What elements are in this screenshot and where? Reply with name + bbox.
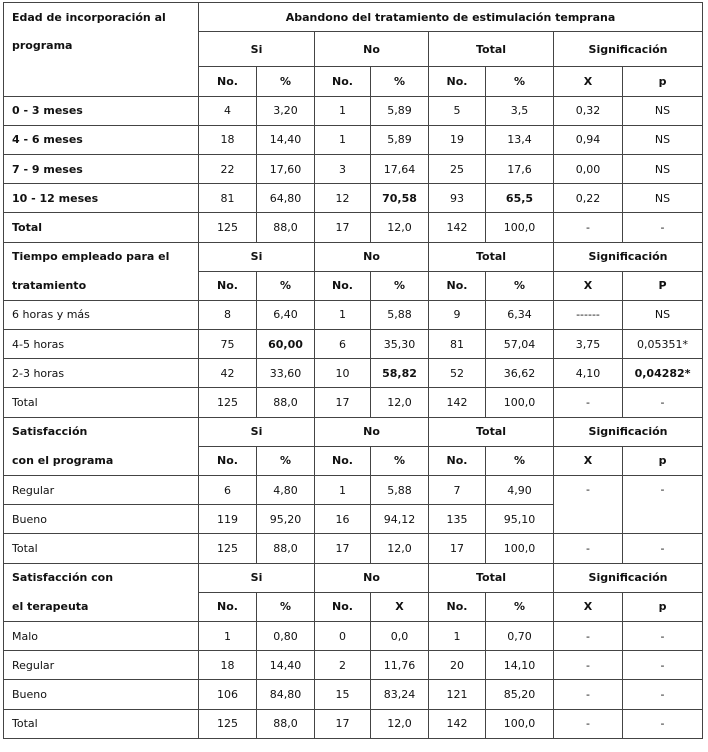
cell: -	[623, 709, 703, 738]
cell: 15	[315, 680, 371, 709]
sec4-header-row	[4, 563, 703, 592]
sec3-si-header: Si	[199, 417, 315, 446]
cell: 8	[199, 300, 257, 329]
row-label: Regular	[4, 651, 199, 680]
cell: 0,04282*	[623, 359, 703, 388]
sec3-title-line1: Satisfacción	[4, 417, 199, 446]
cell: 119	[199, 505, 257, 534]
cell: 17	[315, 213, 371, 242]
cell: 6	[199, 476, 257, 505]
cell: -	[623, 534, 703, 563]
sec2-subheader-row	[4, 271, 703, 300]
cell: 17,64	[371, 154, 429, 183]
cell: 88,0	[257, 709, 315, 738]
cell: 0	[315, 621, 371, 650]
cell: 125	[199, 388, 257, 417]
subheader-cell: X	[554, 446, 623, 475]
cell: 70,58	[371, 184, 429, 213]
cell: 0,70	[486, 621, 554, 650]
cell: 12	[315, 184, 371, 213]
cell: 0,80	[257, 621, 315, 650]
row-label: Total	[4, 534, 199, 563]
cell: 0,00	[554, 154, 623, 183]
abandono-table	[3, 2, 703, 739]
subheader-cell: No.	[315, 446, 371, 475]
subheader-cell: No.	[199, 446, 257, 475]
cell: 88,0	[257, 213, 315, 242]
subheader-cell: p	[623, 67, 703, 96]
sec3-title-line2: con el programa	[4, 446, 199, 475]
cell: -	[554, 621, 623, 650]
cell: 65,5	[486, 184, 554, 213]
cell: -	[554, 534, 623, 563]
row-label: Malo	[4, 621, 199, 650]
subheader-cell: No.	[315, 271, 371, 300]
subheader-cell: No.	[315, 592, 371, 621]
sec4-si-header: Si	[199, 563, 315, 592]
cell: 1	[199, 621, 257, 650]
table-row	[4, 300, 703, 329]
cell: 142	[429, 213, 486, 242]
cell: 2	[315, 651, 371, 680]
cell: 18	[199, 651, 257, 680]
subheader-cell: %	[257, 271, 315, 300]
subheader-cell: %	[257, 592, 315, 621]
cell: 4,10	[554, 359, 623, 388]
cell: 1	[315, 300, 371, 329]
cell: NS	[623, 96, 703, 125]
subheader-cell: X	[554, 67, 623, 96]
sec4-title-line1: Satisfacción con	[4, 563, 199, 592]
cell: -	[623, 651, 703, 680]
cell: 85,20	[486, 680, 554, 709]
cell: NS	[623, 154, 703, 183]
table-row	[4, 621, 703, 650]
subheader-cell: No.	[199, 67, 257, 96]
table-row	[4, 476, 703, 505]
sec1-no-header: No	[315, 32, 429, 67]
cell: 93	[429, 184, 486, 213]
cell: 12,0	[371, 213, 429, 242]
cell: 1	[315, 96, 371, 125]
subheader-cell: X	[371, 592, 429, 621]
row-label: 2-3 horas	[4, 359, 199, 388]
table-row	[4, 154, 703, 183]
cell: 64,80	[257, 184, 315, 213]
sec3-total-header: Total	[429, 417, 554, 446]
table-row	[4, 184, 703, 213]
table-row	[4, 125, 703, 154]
cell: 7	[429, 476, 486, 505]
table-row	[4, 213, 703, 242]
subheader-cell: %	[486, 271, 554, 300]
subheader-cell: P	[623, 271, 703, 300]
cell: 3,20	[257, 96, 315, 125]
cell: 125	[199, 213, 257, 242]
sec2-header-row	[4, 242, 703, 271]
cell: 75	[199, 330, 257, 359]
sec3-header-row	[4, 417, 703, 446]
sec4-no-header: No	[315, 563, 429, 592]
cell: 100,0	[486, 388, 554, 417]
sec1-header-row-1	[4, 3, 703, 32]
row-label: Total	[4, 388, 199, 417]
sec2-total-header: Total	[429, 242, 554, 271]
row-label: Bueno	[4, 680, 199, 709]
cell: 6,34	[486, 300, 554, 329]
table-row	[4, 388, 703, 417]
sec4-title-line2: el terapeuta	[4, 592, 199, 621]
sec3-subheader-row	[4, 446, 703, 475]
cell: 57,04	[486, 330, 554, 359]
subheader-cell: X	[554, 592, 623, 621]
cell: 95,20	[257, 505, 315, 534]
sec1-subheader-row	[4, 67, 703, 96]
cell: NS	[623, 300, 703, 329]
cell: 13,4	[486, 125, 554, 154]
row-label: Regular	[4, 476, 199, 505]
cell: 19	[429, 125, 486, 154]
sec1-total-header: Total	[429, 32, 554, 67]
cell: 60,00	[257, 330, 315, 359]
subheader-cell: %	[371, 446, 429, 475]
sec2-si-header: Si	[199, 242, 315, 271]
cell: 17,6	[486, 154, 554, 183]
cell: 0,22	[554, 184, 623, 213]
cell: 9	[429, 300, 486, 329]
subheader-cell: %	[486, 446, 554, 475]
cell: 14,10	[486, 651, 554, 680]
cell: 88,0	[257, 388, 315, 417]
sec4-total-header: Total	[429, 563, 554, 592]
cell: -	[623, 388, 703, 417]
cell: 18	[199, 125, 257, 154]
subheader-cell: No.	[429, 271, 486, 300]
cell: 121	[429, 680, 486, 709]
cell: 135	[429, 505, 486, 534]
sec1-sig-header: Significación	[554, 32, 703, 67]
sec1-title-spacer	[4, 67, 199, 96]
sec4-sig-header: Significación	[554, 563, 703, 592]
cell: 36,62	[486, 359, 554, 388]
cell: 3,5	[486, 96, 554, 125]
sec1-title-line2: programa	[4, 32, 199, 67]
table-row	[4, 330, 703, 359]
table-row	[4, 534, 703, 563]
sec2-title-line2: tratamiento	[4, 271, 199, 300]
cell: 5	[429, 96, 486, 125]
cell: 14,40	[257, 651, 315, 680]
subheader-cell: No.	[199, 271, 257, 300]
cell: 12,0	[371, 388, 429, 417]
cell: 4,90	[486, 476, 554, 505]
row-label: 4-5 horas	[4, 330, 199, 359]
cell: 3,75	[554, 330, 623, 359]
subheader-cell: No.	[429, 67, 486, 96]
cell: 17	[315, 388, 371, 417]
cell: 17	[429, 534, 486, 563]
cell: 16	[315, 505, 371, 534]
cell: 11,76	[371, 651, 429, 680]
cell: 81	[429, 330, 486, 359]
cell: 33,60	[257, 359, 315, 388]
cell: -	[554, 709, 623, 738]
cell: 0,94	[554, 125, 623, 154]
cell: 95,10	[486, 505, 554, 534]
cell: 0,05351*	[623, 330, 703, 359]
cell: -	[623, 621, 703, 650]
cell: 125	[199, 709, 257, 738]
sec3-no-header: No	[315, 417, 429, 446]
cell: NS	[623, 184, 703, 213]
row-label: Total	[4, 213, 199, 242]
cell: 142	[429, 388, 486, 417]
cell: 42	[199, 359, 257, 388]
subheader-cell: p	[623, 446, 703, 475]
cell: 100,0	[486, 534, 554, 563]
subheader-cell: X	[554, 271, 623, 300]
sec2-no-header: No	[315, 242, 429, 271]
cell: 81	[199, 184, 257, 213]
cell: 12,0	[371, 534, 429, 563]
cell: 1	[315, 476, 371, 505]
cell: 17	[315, 709, 371, 738]
sec3-merged-p: -	[623, 476, 703, 534]
cell: 84,80	[257, 680, 315, 709]
cell: 83,24	[371, 680, 429, 709]
cell: -	[554, 388, 623, 417]
table-row	[4, 651, 703, 680]
row-label: 0 - 3 meses	[4, 96, 199, 125]
cell: 0,32	[554, 96, 623, 125]
cell: 5,89	[371, 96, 429, 125]
subheader-cell: %	[371, 67, 429, 96]
subheader-cell: %	[257, 67, 315, 96]
subheader-cell: No.	[315, 67, 371, 96]
cell: NS	[623, 125, 703, 154]
cell: 17,60	[257, 154, 315, 183]
subheader-cell: %	[486, 592, 554, 621]
sec3-sig-header: Significación	[554, 417, 703, 446]
cell: 35,30	[371, 330, 429, 359]
row-label: 4 - 6 meses	[4, 125, 199, 154]
cell: 100,0	[486, 709, 554, 738]
sec4-subheader-row	[4, 592, 703, 621]
cell: 6,40	[257, 300, 315, 329]
subheader-cell: %	[257, 446, 315, 475]
cell: -	[554, 213, 623, 242]
cell: 1	[315, 125, 371, 154]
cell: 142	[429, 709, 486, 738]
subheader-cell: No.	[429, 446, 486, 475]
cell: 17	[315, 534, 371, 563]
cell: 4,80	[257, 476, 315, 505]
cell: 3	[315, 154, 371, 183]
cell: 10	[315, 359, 371, 388]
subheader-cell: No.	[199, 592, 257, 621]
cell: 20	[429, 651, 486, 680]
cell: 6	[315, 330, 371, 359]
sec1-si-header: Si	[199, 32, 315, 67]
row-label: Total	[4, 709, 199, 738]
table-row	[4, 96, 703, 125]
cell: 5,88	[371, 476, 429, 505]
row-label: 10 - 12 meses	[4, 184, 199, 213]
cell: 100,0	[486, 213, 554, 242]
sec1-title-line1: Edad de incorporación al	[4, 3, 199, 32]
cell: 14,40	[257, 125, 315, 154]
cell: 12,0	[371, 709, 429, 738]
main-header: Abandono del tratamiento de estimulación temprana	[199, 3, 703, 32]
cell: 25	[429, 154, 486, 183]
cell: 4	[199, 96, 257, 125]
cell: 5,89	[371, 125, 429, 154]
sec3-merged-x: -	[554, 476, 623, 534]
table-row	[4, 359, 703, 388]
table-row	[4, 680, 703, 709]
cell: ------	[554, 300, 623, 329]
table-row	[4, 709, 703, 738]
row-label: Bueno	[4, 505, 199, 534]
row-label: 6 horas y más	[4, 300, 199, 329]
cell: 94,12	[371, 505, 429, 534]
sec2-sig-header: Significación	[554, 242, 703, 271]
cell: 5,88	[371, 300, 429, 329]
sec2-title-line1: Tiempo empleado para el	[4, 242, 199, 271]
cell: 1	[429, 621, 486, 650]
sec1-header-row-2	[4, 32, 703, 67]
subheader-cell: p	[623, 592, 703, 621]
cell: 52	[429, 359, 486, 388]
cell: 0,0	[371, 621, 429, 650]
cell: -	[623, 213, 703, 242]
cell: -	[554, 680, 623, 709]
cell: 22	[199, 154, 257, 183]
subheader-cell: %	[371, 271, 429, 300]
subheader-cell: %	[486, 67, 554, 96]
cell: 58,82	[371, 359, 429, 388]
cell: -	[623, 680, 703, 709]
cell: 125	[199, 534, 257, 563]
row-label: 7 - 9 meses	[4, 154, 199, 183]
subheader-cell: No.	[429, 592, 486, 621]
cell: 106	[199, 680, 257, 709]
cell: -	[554, 651, 623, 680]
cell: 88,0	[257, 534, 315, 563]
